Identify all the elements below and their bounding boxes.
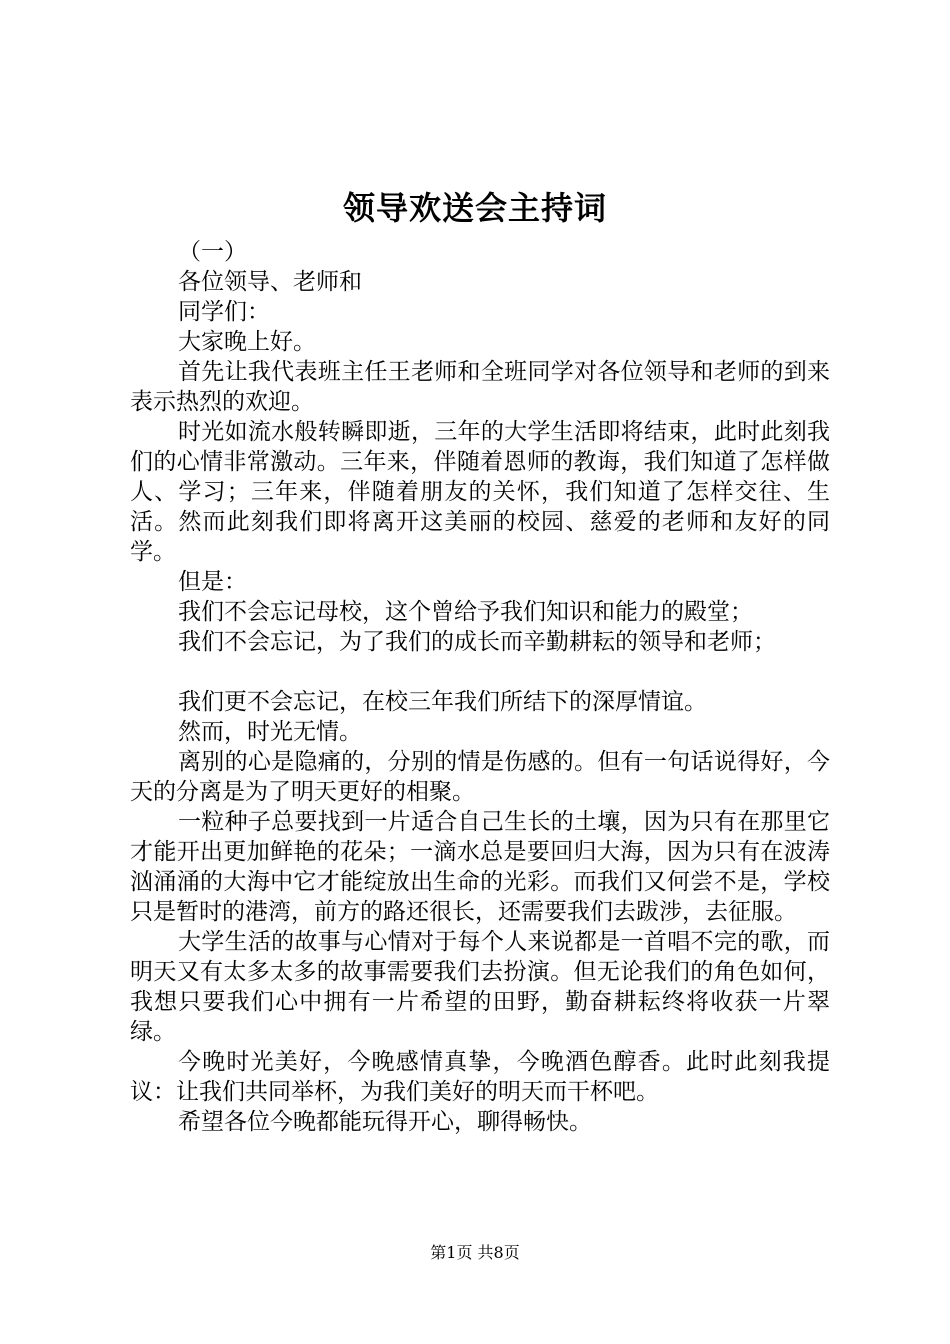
paragraph-seed: 一粒种子总要找到一片适合自己生长的土壤，因为只有在那里它才能开出更加鲜艳的花朵；一滴水总是要回归大海，因为只有在波涛汹涌涌的大海中它才能绽放出生命的光彩。而我们又何尝不是，学校只是暂时的港湾，前方的路还很长，还需要我们去跋涉，去征服。 bbox=[130, 809, 830, 925]
paragraph-blank bbox=[130, 657, 830, 687]
paragraph-greeting-line-1: 各位领导、老师和 bbox=[178, 269, 362, 295]
paragraph-toast: 今晚时光美好，今晚感情真挚，今晚酒色醇香。此时此刻我提议：让我们共同举杯，为我们美好的明天而干杯吧。 bbox=[130, 1049, 830, 1105]
paragraph-never-forget-teachers: 我们不会忘记，为了我们的成长而辛勤耕耘的领导和老师； bbox=[178, 629, 776, 655]
paragraph-greeting-line-2: 同学们： bbox=[178, 299, 270, 325]
paragraph-college-life: 大学生活的故事与心情对于每个人来说都是一首唱不完的歌，而明天又有太多太多的故事需要我们去扮演。但无论我们的角色如何，我想只要我们心中拥有一片希望的田野，勤奋耕耘终将收获一片翠绿。 bbox=[130, 929, 830, 1045]
paragraph-good-evening: 大家晚上好。 bbox=[178, 329, 316, 355]
paragraph-welcome: 首先让我代表班主任王老师和全班同学对各位领导和老师的到来表示热烈的欢迎。 bbox=[130, 359, 830, 415]
document-body bbox=[130, 237, 830, 1137]
page-footer: 第1页 共8页 bbox=[430, 1243, 520, 1262]
paragraph-parting: 离别的心是隐痛的，分别的情是伤感的。但有一句话说得好，今天的分离是为了明天更好的相聚。 bbox=[130, 749, 830, 805]
paragraph-time-merciless: 然而，时光无情。 bbox=[178, 719, 362, 745]
paragraph-time-flies: 时光如流水般转瞬即逝，三年的大学生活即将结束，此时此刻我们的心情非常激动。三年来，伴随着恩师的教诲，我们知道了怎样做人、学习；三年来，伴随着朋友的关怀，我们知道了怎样交往、生活。然而此刻我们即将离开这美丽的校园、慈爱的老师和友好的同学。 bbox=[130, 419, 830, 565]
paragraph-never-forget-school: 我们不会忘记母校，这个曾给予我们知识和能力的殿堂； bbox=[178, 599, 753, 625]
paragraph-section-number: （一） bbox=[178, 239, 247, 265]
paragraph-closing: 希望各位今晚都能玩得开心，聊得畅快。 bbox=[178, 1109, 592, 1135]
paragraph-never-forget-friendship: 我们更不会忘记，在校三年我们所结下的深厚情谊。 bbox=[178, 689, 707, 715]
paragraph-but: 但是： bbox=[178, 569, 247, 595]
document-title: 领导欢送会主持词 bbox=[342, 189, 607, 227]
